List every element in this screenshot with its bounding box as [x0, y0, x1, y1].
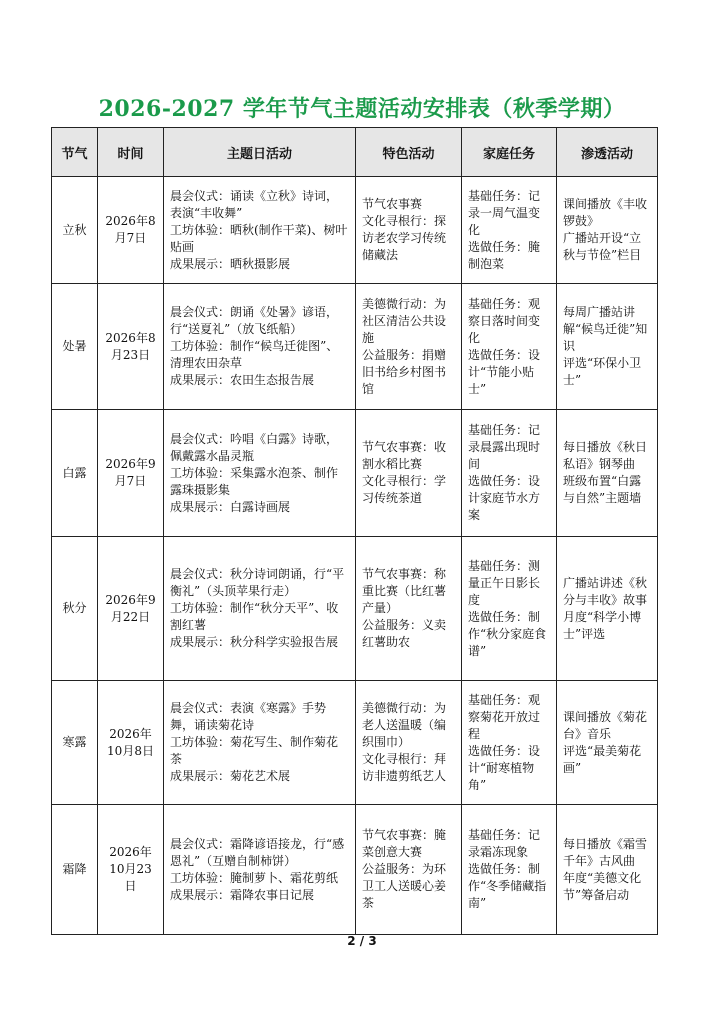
theme-day-cell	[164, 681, 356, 805]
table-row	[52, 537, 658, 681]
date-cell: 2026年8月23日	[98, 284, 164, 410]
family-task-cell	[462, 177, 557, 284]
infusion-activity-cell-line: 每周广播站讲解“候鸟迁徙”知识	[563, 305, 648, 353]
family-task-cell	[462, 681, 557, 805]
page-title: 2026-2027 学年节气主题活动安排表（秋季学期）	[98, 96, 626, 122]
table-row	[52, 177, 658, 284]
theme-day-cell	[164, 410, 356, 537]
header-solar-term: 节气	[52, 128, 98, 177]
infusion-activity-cell-line: 月度“科学小博士”评选	[563, 609, 642, 641]
special-activity-cell-line: 公益服务：义卖红薯助农	[362, 618, 447, 649]
table-row	[52, 805, 658, 935]
header-theme-day: 主题日活动	[164, 128, 356, 177]
date-cell: 2026年9月7日	[98, 410, 164, 537]
theme-day-cell	[164, 177, 356, 284]
special-activity-cell-line: 节气农事赛：腌菜创意大赛	[362, 828, 447, 859]
family-task-cell-line: 基础任务：测量正午日影长度	[468, 558, 541, 607]
infusion-activity-cell-line: 课间播放《菊花台》音乐	[563, 709, 648, 741]
header-infusion: 渗透活动	[557, 128, 658, 177]
theme-day-cell-line: 工坊体验：晒秋(制作干菜)、树叶贴画	[170, 222, 348, 254]
infusion-activity-cell-line: 评选“最美菊花画”	[563, 743, 642, 775]
special-activity-cell-line: 公益服务：捐赠旧书给乡村图书馆	[362, 347, 447, 396]
family-task-cell-line: 选做任务：腌制泡菜	[468, 239, 541, 271]
special-activity-cell-line: 文化寻根行：学习传统茶道	[362, 474, 447, 505]
solar-term-cell: 立秋	[52, 177, 98, 284]
theme-day-cell	[164, 284, 356, 410]
theme-day-cell	[164, 537, 356, 681]
theme-day-cell-line: 晨会仪式：表演《寒露》手势舞，诵读菊花诗	[170, 701, 327, 732]
date-cell: 2026年10月23日	[98, 805, 164, 935]
solar-term-cell: 白露	[52, 410, 98, 537]
infusion-activity-cell	[557, 284, 658, 410]
infusion-activity-cell	[557, 177, 658, 284]
infusion-activity-cell-line: 每日播放《霜雪千年》古风曲	[563, 836, 648, 868]
header-special: 特色活动	[356, 128, 462, 177]
table-row	[52, 681, 658, 805]
header-family-task: 家庭任务	[462, 128, 557, 177]
theme-day-cell-line: 成果展示：农田生态报告展	[170, 373, 315, 387]
infusion-activity-cell-line: 广播站讲述《秋分与丰收》故事	[563, 575, 648, 607]
special-activity-cell	[356, 284, 462, 410]
infusion-activity-cell-line: 评选“环保小卫士”	[563, 356, 642, 387]
special-activity-cell-line: 公益服务：为环卫工人送暖心姜茶	[362, 862, 447, 910]
special-activity-cell-line: 节气农事赛：称重比赛（比红薯产量）	[362, 567, 447, 615]
table-row	[52, 284, 658, 410]
header-date: 时间	[98, 128, 164, 177]
infusion-activity-cell	[557, 681, 658, 805]
theme-day-cell-line: 晨会仪式：诵读《立秋》诗词，表演“丰收舞”	[170, 188, 339, 220]
theme-day-cell-line: 工坊体验：制作“候鸟迁徙图”、清理农田杂草	[170, 339, 339, 370]
special-activity-cell-line: 文化寻根行：探访老农学习传统储藏法	[362, 214, 447, 262]
theme-day-cell-line: 工坊体验：制作“秋分天平”、收割红薯	[170, 601, 339, 632]
family-task-cell-line: 基础任务：记录晨露出现时间	[468, 423, 541, 471]
special-activity-cell	[356, 537, 462, 681]
date-cell: 2026年10月8日	[98, 681, 164, 805]
family-task-cell	[462, 410, 557, 537]
infusion-activity-cell	[557, 537, 658, 681]
infusion-activity-cell	[557, 410, 658, 537]
date-cell: 2026年9月22日	[98, 537, 164, 681]
family-task-cell-line: 选做任务：制作“秋分家庭食谱”	[468, 609, 547, 658]
family-task-cell	[462, 284, 557, 410]
theme-day-cell-line: 晨会仪式：朗诵《处暑》谚语，行“送夏礼”（放飞纸船）	[170, 305, 339, 336]
family-task-cell-line: 基础任务：记录霜冻现象	[468, 828, 541, 859]
special-activity-cell-line: 文化寻根行：拜访非遗剪纸艺人	[362, 752, 447, 783]
special-activity-cell-line: 节气农事赛：收割水稻比赛	[362, 440, 447, 471]
theme-day-cell-line: 晨会仪式：秋分诗词朗诵，行“平衡礼”（头顶苹果行走）	[170, 567, 345, 598]
date-cell: 2026年8月7日	[98, 177, 164, 284]
page-number: 2 / 3	[347, 934, 377, 948]
theme-day-cell-line: 成果展示：晒秋摄影展	[170, 256, 291, 271]
theme-day-cell-line: 工坊体验：腌制萝卜、霜花剪纸	[170, 870, 339, 885]
family-task-cell-line: 选做任务：制作“冬季储藏指南”	[468, 862, 547, 910]
theme-day-cell-line: 晨会仪式：吟唱《白露》诗歌，佩戴露水晶灵瓶	[170, 431, 339, 463]
infusion-activity-cell-line: 年度“美德文化节”筹备启动	[563, 870, 642, 902]
theme-day-cell-line: 工坊体验：菊花写生、制作菊花茶	[170, 735, 339, 766]
special-activity-cell-line: 节气农事赛	[362, 197, 423, 211]
infusion-activity-cell-line: 广播站开设“立秋与节俭”栏目	[563, 231, 642, 262]
theme-day-cell-line: 成果展示：白露诗画展	[170, 499, 291, 514]
family-task-cell-line: 选做任务：设计家庭节水方案	[468, 474, 541, 522]
family-task-cell-line: 基础任务：记录一周气温变化	[468, 188, 541, 237]
infusion-activity-cell-line: 每日播放《秋日私语》钢琴曲	[563, 440, 648, 471]
special-activity-cell-line: 美德微行动：为老人送温暖（编织围巾）	[362, 701, 447, 749]
solar-term-cell: 霜降	[52, 805, 98, 935]
theme-day-cell-line: 成果展示：菊花艺术展	[170, 769, 291, 783]
family-task-cell	[462, 805, 557, 935]
solar-term-cell: 处暑	[52, 284, 98, 410]
family-task-cell	[462, 537, 557, 681]
solar-term-cell: 寒露	[52, 681, 98, 805]
theme-day-cell-line: 晨会仪式：霜降谚语接龙，行“感恩礼”（互赠自制柿饼）	[170, 836, 345, 868]
special-activity-cell	[356, 177, 462, 284]
infusion-activity-cell-line: 班级布置“白露与自然”主题墙	[563, 474, 642, 505]
theme-day-cell-line: 工坊体验：采集露水泡茶、制作露珠摄影集	[170, 465, 339, 497]
family-task-cell-line: 选做任务：设计“耐寒植物角”	[468, 743, 541, 792]
special-activity-cell-line: 美德微行动：为社区清洁公共设施	[362, 296, 447, 345]
theme-day-cell-line: 成果展示：秋分科学实验报告展	[170, 635, 339, 649]
activity-schedule-table	[51, 127, 658, 935]
special-activity-cell	[356, 805, 462, 935]
family-task-cell-line: 基础任务：观察日落时间变化	[468, 296, 541, 345]
family-task-cell-line: 选做任务：设计“节能小贴士”	[468, 347, 541, 396]
table-header-row	[52, 128, 658, 177]
special-activity-cell	[356, 681, 462, 805]
theme-day-cell	[164, 805, 356, 935]
family-task-cell-line: 基础任务：观察菊花开放过程	[468, 692, 541, 741]
special-activity-cell	[356, 410, 462, 537]
theme-day-cell-line: 成果展示：霜降农事日记展	[170, 887, 315, 902]
infusion-activity-cell-line: 课间播放《丰收锣鼓》	[563, 197, 648, 228]
solar-term-cell: 秋分	[52, 537, 98, 681]
infusion-activity-cell	[557, 805, 658, 935]
table-row	[52, 410, 658, 537]
